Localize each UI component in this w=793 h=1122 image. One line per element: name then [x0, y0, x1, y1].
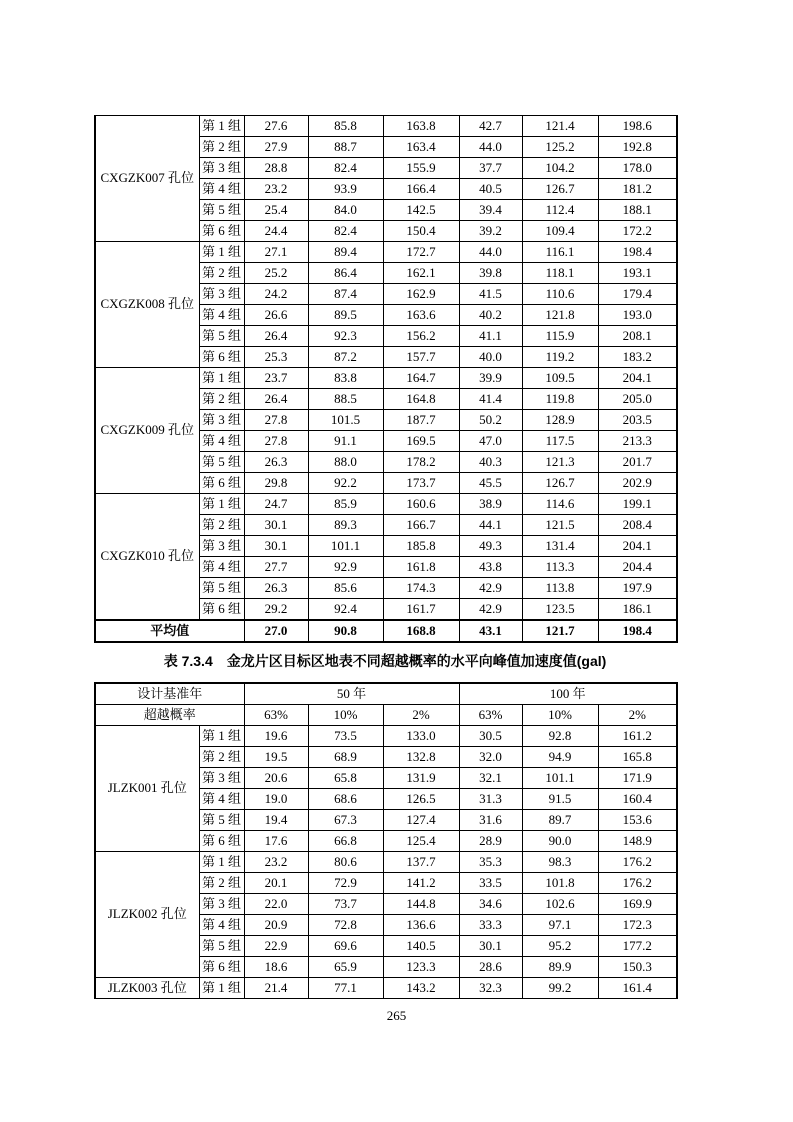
value-cell: 169.9	[598, 894, 677, 915]
value-cell: 131.4	[522, 536, 598, 557]
value-cell: 89.9	[522, 957, 598, 978]
value-cell: 193.0	[598, 305, 677, 326]
value-cell: 173.7	[383, 473, 459, 494]
value-cell: 205.0	[598, 389, 677, 410]
value-cell: 20.1	[244, 873, 308, 894]
value-cell: 89.4	[308, 242, 383, 263]
value-cell: 178.0	[598, 158, 677, 179]
table-row	[95, 852, 677, 873]
value-cell: 35.3	[459, 852, 522, 873]
value-cell: 177.2	[598, 936, 677, 957]
table-caption	[94, 651, 676, 671]
value-cell: 37.7	[459, 158, 522, 179]
value-cell: 142.5	[383, 200, 459, 221]
value-cell: 33.3	[459, 915, 522, 936]
value-cell: 30.1	[244, 536, 308, 557]
value-cell: 90.8	[308, 620, 383, 642]
value-cell: 25.4	[244, 200, 308, 221]
value-cell: 23.2	[244, 852, 308, 873]
value-cell: 91.1	[308, 431, 383, 452]
value-cell: 117.5	[522, 431, 598, 452]
value-cell: 32.0	[459, 747, 522, 768]
value-cell: 174.3	[383, 578, 459, 599]
value-cell: 150.4	[383, 221, 459, 242]
value-cell: 204.1	[598, 536, 677, 557]
borehole-cell: CXGZK009 孔位	[95, 368, 199, 494]
group-cell: 第 6 组	[199, 221, 244, 242]
value-cell: 42.7	[459, 116, 522, 137]
value-cell: 102.6	[522, 894, 598, 915]
average-row	[95, 620, 677, 642]
value-cell: 40.5	[459, 179, 522, 200]
value-cell: 101.5	[308, 410, 383, 431]
value-cell: 27.8	[244, 410, 308, 431]
value-cell: 131.9	[383, 768, 459, 789]
value-cell: 33.5	[459, 873, 522, 894]
value-cell: 197.9	[598, 578, 677, 599]
value-cell: 22.9	[244, 936, 308, 957]
group-cell: 第 5 组	[199, 810, 244, 831]
value-cell: 40.3	[459, 452, 522, 473]
value-cell: 169.5	[383, 431, 459, 452]
value-cell: 87.2	[308, 347, 383, 368]
value-cell: 112.4	[522, 200, 598, 221]
value-cell: 123.5	[522, 599, 598, 621]
group-cell: 第 1 组	[199, 242, 244, 263]
value-cell: 85.6	[308, 578, 383, 599]
value-cell: 24.2	[244, 284, 308, 305]
value-cell: 24.4	[244, 221, 308, 242]
value-cell: 82.4	[308, 221, 383, 242]
value-cell: 101.8	[522, 873, 598, 894]
group-cell: 第 3 组	[199, 536, 244, 557]
value-cell: 161.4	[598, 978, 677, 999]
value-cell: 160.4	[598, 789, 677, 810]
group-cell: 第 5 组	[199, 936, 244, 957]
value-cell: 47.0	[459, 431, 522, 452]
value-cell: 188.1	[598, 200, 677, 221]
value-cell: 166.7	[383, 515, 459, 536]
value-cell: 140.5	[383, 936, 459, 957]
value-cell: 176.2	[598, 852, 677, 873]
value-cell: 128.9	[522, 410, 598, 431]
value-cell: 43.1	[459, 620, 522, 642]
value-cell: 30.1	[459, 936, 522, 957]
value-cell: 183.2	[598, 347, 677, 368]
value-cell: 49.3	[459, 536, 522, 557]
value-cell: 85.8	[308, 116, 383, 137]
value-cell: 42.9	[459, 578, 522, 599]
value-cell: 39.2	[459, 221, 522, 242]
value-cell: 26.6	[244, 305, 308, 326]
group-cell: 第 6 组	[199, 599, 244, 621]
value-cell: 109.4	[522, 221, 598, 242]
group-cell: 第 3 组	[199, 158, 244, 179]
value-cell: 198.4	[598, 242, 677, 263]
value-cell: 98.3	[522, 852, 598, 873]
value-cell: 198.6	[598, 116, 677, 137]
group-cell: 第 3 组	[199, 768, 244, 789]
value-cell: 23.7	[244, 368, 308, 389]
value-cell: 185.8	[383, 536, 459, 557]
value-cell: 204.4	[598, 557, 677, 578]
value-cell: 84.0	[308, 200, 383, 221]
value-cell: 27.8	[244, 431, 308, 452]
value-cell: 97.1	[522, 915, 598, 936]
value-cell: 83.8	[308, 368, 383, 389]
value-cell: 109.5	[522, 368, 598, 389]
value-cell: 87.4	[308, 284, 383, 305]
group-cell: 第 1 组	[199, 852, 244, 873]
value-cell: 208.1	[598, 326, 677, 347]
exceedance-probability-header-cell: 超越概率	[95, 705, 244, 726]
group-cell: 第 6 组	[199, 957, 244, 978]
value-cell: 164.8	[383, 389, 459, 410]
value-cell: 91.5	[522, 789, 598, 810]
value-cell: 163.4	[383, 137, 459, 158]
group-cell: 第 2 组	[199, 263, 244, 284]
value-cell: 179.4	[598, 284, 677, 305]
value-cell: 101.1	[522, 768, 598, 789]
group-cell: 第 2 组	[199, 747, 244, 768]
value-cell: 43.8	[459, 557, 522, 578]
value-cell: 136.6	[383, 915, 459, 936]
value-cell: 172.2	[598, 221, 677, 242]
value-cell: 65.8	[308, 768, 383, 789]
value-cell: 193.1	[598, 263, 677, 284]
value-cell: 104.2	[522, 158, 598, 179]
value-cell: 126.7	[522, 179, 598, 200]
value-cell: 126.5	[383, 789, 459, 810]
value-cell: 90.0	[522, 831, 598, 852]
value-cell: 119.2	[522, 347, 598, 368]
group-cell: 第 5 组	[199, 200, 244, 221]
value-cell: 30.5	[459, 726, 522, 747]
value-cell: 68.9	[308, 747, 383, 768]
value-cell: 69.6	[308, 936, 383, 957]
probability-cell: 10%	[522, 705, 598, 726]
value-cell: 157.7	[383, 347, 459, 368]
value-cell: 172.7	[383, 242, 459, 263]
table-row	[95, 368, 677, 389]
value-cell: 19.6	[244, 726, 308, 747]
value-cell: 171.9	[598, 768, 677, 789]
value-cell: 17.6	[244, 831, 308, 852]
value-cell: 24.7	[244, 494, 308, 515]
group-cell: 第 1 组	[199, 494, 244, 515]
group-cell: 第 2 组	[199, 873, 244, 894]
group-cell: 第 1 组	[199, 978, 244, 999]
value-cell: 165.8	[598, 747, 677, 768]
value-cell: 113.3	[522, 557, 598, 578]
value-cell: 22.0	[244, 894, 308, 915]
table-row	[95, 978, 677, 999]
group-cell: 第 1 组	[199, 116, 244, 137]
group-cell: 第 3 组	[199, 894, 244, 915]
value-cell: 32.1	[459, 768, 522, 789]
borehole-cell: CXGZK008 孔位	[95, 242, 199, 368]
value-cell: 86.4	[308, 263, 383, 284]
probability-cell: 2%	[383, 705, 459, 726]
value-cell: 73.5	[308, 726, 383, 747]
value-cell: 172.3	[598, 915, 677, 936]
value-cell: 30.1	[244, 515, 308, 536]
value-cell: 67.3	[308, 810, 383, 831]
value-cell: 127.4	[383, 810, 459, 831]
value-cell: 88.5	[308, 389, 383, 410]
borehole-cell: CXGZK010 孔位	[95, 494, 199, 621]
value-cell: 118.1	[522, 263, 598, 284]
value-cell: 41.1	[459, 326, 522, 347]
value-cell: 27.0	[244, 620, 308, 642]
value-cell: 202.9	[598, 473, 677, 494]
group-cell: 第 2 组	[199, 515, 244, 536]
group-cell: 第 3 组	[199, 410, 244, 431]
value-cell: 92.9	[308, 557, 383, 578]
value-cell: 126.7	[522, 473, 598, 494]
group-cell: 第 5 组	[199, 326, 244, 347]
value-cell: 39.4	[459, 200, 522, 221]
value-cell: 19.0	[244, 789, 308, 810]
table-row	[95, 242, 677, 263]
value-cell: 28.8	[244, 158, 308, 179]
group-cell: 第 5 组	[199, 452, 244, 473]
value-cell: 68.6	[308, 789, 383, 810]
value-cell: 121.7	[522, 620, 598, 642]
value-cell: 27.7	[244, 557, 308, 578]
probability-cell: 63%	[244, 705, 308, 726]
value-cell: 176.2	[598, 873, 677, 894]
value-cell: 44.0	[459, 137, 522, 158]
value-cell: 89.3	[308, 515, 383, 536]
value-cell: 162.1	[383, 263, 459, 284]
table-header-row	[95, 705, 677, 726]
value-cell: 150.3	[598, 957, 677, 978]
value-cell: 39.9	[459, 368, 522, 389]
value-cell: 44.1	[459, 515, 522, 536]
value-cell: 119.8	[522, 389, 598, 410]
value-cell: 28.9	[459, 831, 522, 852]
value-cell: 125.2	[522, 137, 598, 158]
value-cell: 116.1	[522, 242, 598, 263]
probability-cell: 63%	[459, 705, 522, 726]
group-cell: 第 5 组	[199, 578, 244, 599]
value-cell: 26.4	[244, 326, 308, 347]
table-row	[95, 726, 677, 747]
value-cell: 155.9	[383, 158, 459, 179]
value-cell: 94.9	[522, 747, 598, 768]
value-cell: 133.0	[383, 726, 459, 747]
group-cell: 第 6 组	[199, 473, 244, 494]
group-cell: 第 1 组	[199, 368, 244, 389]
value-cell: 198.4	[598, 620, 677, 642]
value-cell: 41.4	[459, 389, 522, 410]
page-number: 265	[386, 1008, 407, 1023]
value-cell: 72.8	[308, 915, 383, 936]
value-cell: 164.7	[383, 368, 459, 389]
value-cell: 41.5	[459, 284, 522, 305]
value-cell: 144.8	[383, 894, 459, 915]
group-cell: 第 2 组	[199, 137, 244, 158]
value-cell: 166.4	[383, 179, 459, 200]
value-cell: 82.4	[308, 158, 383, 179]
table-row	[95, 494, 677, 515]
value-cell: 110.6	[522, 284, 598, 305]
value-cell: 72.9	[308, 873, 383, 894]
period-50yr-header-cell: 50 年	[244, 683, 459, 705]
probability-cell: 10%	[308, 705, 383, 726]
value-cell: 80.6	[308, 852, 383, 873]
value-cell: 42.9	[459, 599, 522, 621]
value-cell: 32.3	[459, 978, 522, 999]
value-cell: 92.3	[308, 326, 383, 347]
value-cell: 148.9	[598, 831, 677, 852]
value-cell: 40.0	[459, 347, 522, 368]
value-cell: 121.3	[522, 452, 598, 473]
value-cell: 25.2	[244, 263, 308, 284]
table-row	[95, 116, 677, 137]
group-cell: 第 6 组	[199, 347, 244, 368]
pga-table-jlzk	[94, 682, 678, 999]
value-cell: 40.2	[459, 305, 522, 326]
group-cell: 第 4 组	[199, 179, 244, 200]
value-cell: 137.7	[383, 852, 459, 873]
value-cell: 204.1	[598, 368, 677, 389]
value-cell: 29.8	[244, 473, 308, 494]
value-cell: 213.3	[598, 431, 677, 452]
borehole-cell: JLZK001 孔位	[95, 726, 199, 852]
value-cell: 29.2	[244, 599, 308, 621]
value-cell: 26.3	[244, 452, 308, 473]
value-cell: 20.9	[244, 915, 308, 936]
group-cell: 第 1 组	[199, 726, 244, 747]
value-cell: 121.5	[522, 515, 598, 536]
value-cell: 19.4	[244, 810, 308, 831]
value-cell: 153.6	[598, 810, 677, 831]
value-cell: 89.7	[522, 810, 598, 831]
value-cell: 199.1	[598, 494, 677, 515]
design-year-header-cell: 设计基准年	[95, 683, 244, 705]
value-cell: 160.6	[383, 494, 459, 515]
value-cell: 23.2	[244, 179, 308, 200]
group-cell: 第 4 组	[199, 915, 244, 936]
value-cell: 186.1	[598, 599, 677, 621]
value-cell: 99.2	[522, 978, 598, 999]
value-cell: 89.5	[308, 305, 383, 326]
value-cell: 27.9	[244, 137, 308, 158]
value-cell: 93.9	[308, 179, 383, 200]
group-cell: 第 4 组	[199, 305, 244, 326]
value-cell: 31.3	[459, 789, 522, 810]
value-cell: 187.7	[383, 410, 459, 431]
value-cell: 27.1	[244, 242, 308, 263]
period-100yr-header-cell: 100 年	[459, 683, 677, 705]
value-cell: 123.3	[383, 957, 459, 978]
value-cell: 77.1	[308, 978, 383, 999]
value-cell: 34.6	[459, 894, 522, 915]
value-cell: 115.9	[522, 326, 598, 347]
average-label-cell: 平均值	[95, 620, 244, 642]
value-cell: 156.2	[383, 326, 459, 347]
value-cell: 178.2	[383, 452, 459, 473]
value-cell: 45.5	[459, 473, 522, 494]
group-cell: 第 4 组	[199, 557, 244, 578]
value-cell: 201.7	[598, 452, 677, 473]
value-cell: 161.2	[598, 726, 677, 747]
value-cell: 19.5	[244, 747, 308, 768]
value-cell: 208.4	[598, 515, 677, 536]
value-cell: 38.9	[459, 494, 522, 515]
value-cell: 162.9	[383, 284, 459, 305]
value-cell: 21.4	[244, 978, 308, 999]
value-cell: 143.2	[383, 978, 459, 999]
value-cell: 125.4	[383, 831, 459, 852]
table-caption-title: 金龙片区目标区地表不同超越概率的水平向峰值加速度值(gal)	[226, 653, 607, 669]
value-cell: 161.7	[383, 599, 459, 621]
value-cell: 181.2	[598, 179, 677, 200]
value-cell: 73.7	[308, 894, 383, 915]
borehole-cell: CXGZK007 孔位	[95, 116, 199, 242]
value-cell: 18.6	[244, 957, 308, 978]
value-cell: 113.8	[522, 578, 598, 599]
value-cell: 92.4	[308, 599, 383, 621]
value-cell: 26.4	[244, 389, 308, 410]
value-cell: 141.2	[383, 873, 459, 894]
value-cell: 163.6	[383, 305, 459, 326]
table-caption-number: 表 7.3.4	[163, 653, 213, 669]
value-cell: 28.6	[459, 957, 522, 978]
value-cell: 85.9	[308, 494, 383, 515]
value-cell: 101.1	[308, 536, 383, 557]
value-cell: 95.2	[522, 936, 598, 957]
value-cell: 66.8	[308, 831, 383, 852]
value-cell: 92.8	[522, 726, 598, 747]
value-cell: 192.8	[598, 137, 677, 158]
value-cell: 203.5	[598, 410, 677, 431]
value-cell: 121.8	[522, 305, 598, 326]
value-cell: 20.6	[244, 768, 308, 789]
group-cell: 第 4 组	[199, 431, 244, 452]
value-cell: 39.8	[459, 263, 522, 284]
pga-table-cxgzk	[94, 115, 678, 643]
group-cell: 第 6 组	[199, 831, 244, 852]
value-cell: 31.6	[459, 810, 522, 831]
value-cell: 65.9	[308, 957, 383, 978]
value-cell: 25.3	[244, 347, 308, 368]
value-cell: 132.8	[383, 747, 459, 768]
value-cell: 92.2	[308, 473, 383, 494]
value-cell: 88.0	[308, 452, 383, 473]
group-cell: 第 4 组	[199, 789, 244, 810]
value-cell: 163.8	[383, 116, 459, 137]
borehole-cell: JLZK003 孔位	[95, 978, 199, 999]
value-cell: 168.8	[383, 620, 459, 642]
value-cell: 121.4	[522, 116, 598, 137]
value-cell: 50.2	[459, 410, 522, 431]
value-cell: 26.3	[244, 578, 308, 599]
value-cell: 44.0	[459, 242, 522, 263]
value-cell: 161.8	[383, 557, 459, 578]
value-cell: 114.6	[522, 494, 598, 515]
group-cell: 第 3 组	[199, 284, 244, 305]
value-cell: 27.6	[244, 116, 308, 137]
group-cell: 第 2 组	[199, 389, 244, 410]
borehole-cell: JLZK002 孔位	[95, 852, 199, 978]
probability-cell: 2%	[598, 705, 677, 726]
value-cell: 88.7	[308, 137, 383, 158]
table-header-row	[95, 683, 677, 705]
